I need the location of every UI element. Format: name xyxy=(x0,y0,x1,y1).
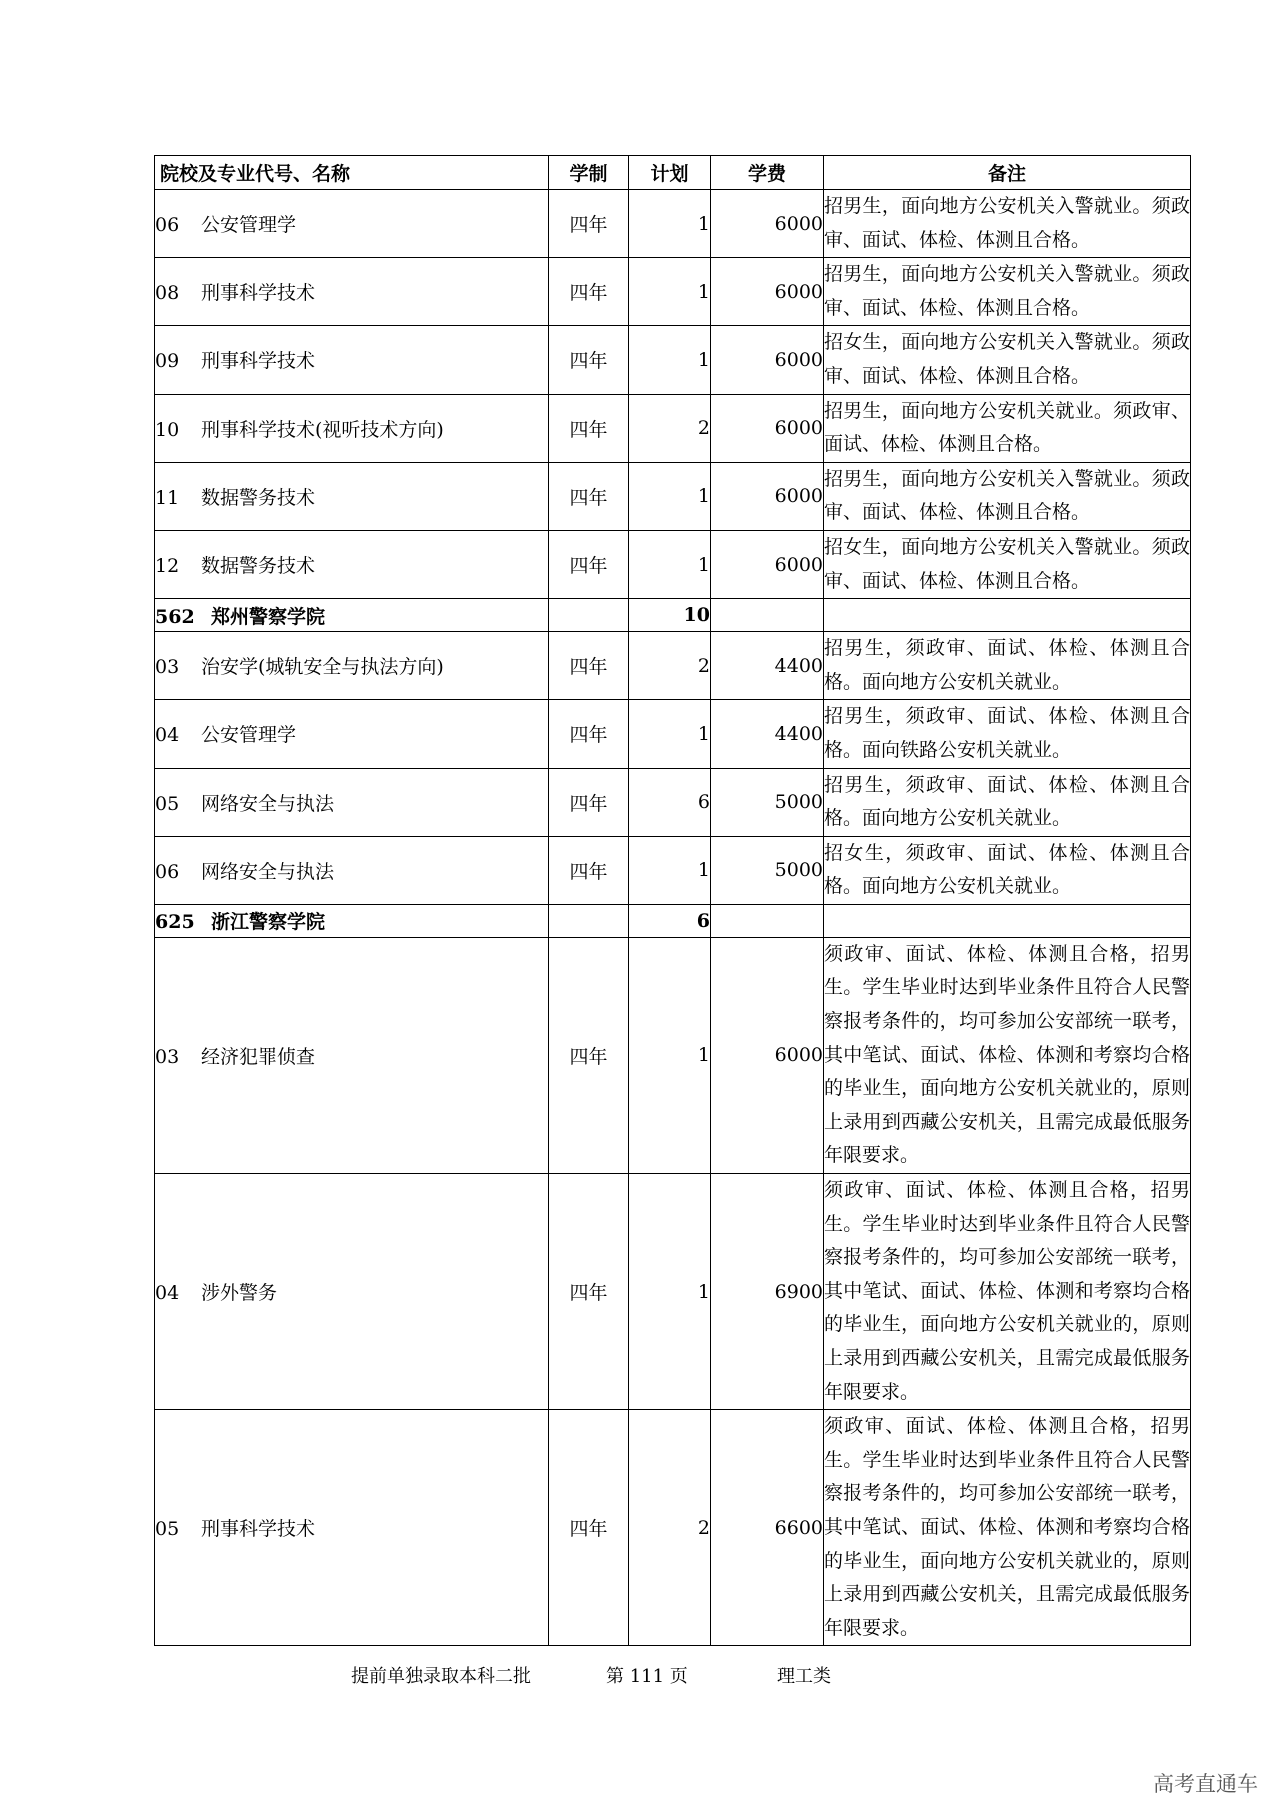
program-name: 公安管理学 xyxy=(201,214,297,237)
program-fee-cell xyxy=(711,1410,824,1646)
program-fee-cell xyxy=(711,530,824,598)
program-name-cell xyxy=(155,632,549,700)
school-fee-cell xyxy=(711,599,824,632)
program-plan: 1 xyxy=(697,1280,710,1303)
program-note-cell xyxy=(824,462,1191,530)
program-name: 数据警务技术 xyxy=(201,486,316,509)
program-duration-cell xyxy=(549,1410,629,1646)
table-row xyxy=(155,326,1191,394)
program-name-cell xyxy=(155,937,549,1173)
school-plan-cell xyxy=(629,599,711,632)
program-name-cell xyxy=(155,462,549,530)
program-duration-cell xyxy=(549,700,629,768)
program-code: 04 xyxy=(155,1282,180,1305)
program-code: 06 xyxy=(155,214,180,237)
program-note-cell xyxy=(824,836,1191,904)
program-fee: 4400 xyxy=(774,722,823,745)
program-plan-cell xyxy=(629,190,711,258)
program-fee: 6000 xyxy=(774,417,823,440)
program-note-cell xyxy=(824,632,1191,700)
program-note: 须政审、面试、体检、体测且合格，招男生。学生毕业时达到毕业条件且符合人民警察报考条件的，均可参加公安部统一联考，其中笔试、面试、体检、体测和考察均合格的毕业生，面向地方公安机关就业的，原则上录用到西藏公安机关，且需完成最低服务年限要求。 xyxy=(824,942,1190,1167)
school-duration-cell xyxy=(549,599,629,632)
program-plan: 1 xyxy=(697,722,710,745)
school-fee-cell xyxy=(711,904,824,937)
program-name: 治安学(城轨安全与执法方向) xyxy=(201,656,444,679)
program-fee: 6000 xyxy=(774,1044,823,1067)
program-code: 03 xyxy=(155,656,180,679)
program-duration: 四年 xyxy=(569,1045,608,1068)
watermark: 高考直通车 xyxy=(1153,1772,1258,1796)
footer-page-number: 第 111 页 xyxy=(606,1666,688,1687)
program-plan-cell xyxy=(629,258,711,326)
program-fee: 6000 xyxy=(774,553,823,576)
program-code: 04 xyxy=(155,724,180,747)
program-fee: 5000 xyxy=(774,791,823,814)
program-plan-cell xyxy=(629,836,711,904)
program-fee-cell xyxy=(711,258,824,326)
program-name-cell xyxy=(155,326,549,394)
header-fee: 学费 xyxy=(711,156,824,190)
program-duration-cell xyxy=(549,632,629,700)
table-row xyxy=(155,1174,1191,1410)
program-duration: 四年 xyxy=(569,792,608,815)
program-plan-cell xyxy=(629,1174,711,1410)
program-code: 08 xyxy=(155,282,180,305)
program-plan: 1 xyxy=(697,553,710,576)
program-code: 09 xyxy=(155,350,180,373)
footer-batch: 提前单独录取本科二批 xyxy=(351,1666,531,1687)
school-name: 浙江警察学院 xyxy=(211,911,326,934)
program-note-cell xyxy=(824,937,1191,1173)
program-note-cell xyxy=(824,700,1191,768)
program-note-cell xyxy=(824,1174,1191,1410)
program-fee-cell xyxy=(711,632,824,700)
school-row xyxy=(155,599,1191,632)
program-name-cell xyxy=(155,1410,549,1646)
program-plan-cell xyxy=(629,394,711,462)
program-note: 招女生，面向地方公安机关入警就业。须政审、面试、体检、体测且合格。 xyxy=(824,535,1190,592)
program-fee: 6900 xyxy=(774,1280,823,1303)
program-plan: 1 xyxy=(697,348,710,371)
school-duration-cell xyxy=(549,904,629,937)
footer-category: 理工类 xyxy=(777,1666,831,1687)
program-duration-cell xyxy=(549,462,629,530)
table-row xyxy=(155,394,1191,462)
program-duration-cell xyxy=(549,768,629,836)
school-note-cell xyxy=(824,599,1191,632)
admission-plan-table xyxy=(154,155,1191,1646)
table-row xyxy=(155,1410,1191,1646)
table-row xyxy=(155,937,1191,1173)
program-plan-cell xyxy=(629,326,711,394)
table-row xyxy=(155,258,1191,326)
program-plan: 1 xyxy=(697,212,710,235)
header-duration: 学制 xyxy=(549,156,629,190)
program-code: 06 xyxy=(155,860,180,883)
program-name-cell xyxy=(155,258,549,326)
program-plan: 1 xyxy=(697,485,710,508)
program-duration: 四年 xyxy=(569,1518,608,1541)
program-name: 刑事科学技术 xyxy=(201,282,316,305)
program-duration: 四年 xyxy=(569,282,608,305)
program-duration: 四年 xyxy=(569,350,608,373)
program-plan-cell xyxy=(629,768,711,836)
program-note: 招男生，面向地方公安机关入警就业。须政审、面试、体检、体测且合格。 xyxy=(824,195,1190,251)
program-plan-cell xyxy=(629,700,711,768)
program-fee-cell xyxy=(711,937,824,1173)
table-row xyxy=(155,462,1191,530)
program-note: 招男生，须政审、面试、体检、体测且合格。面向地方公安机关就业。 xyxy=(824,637,1190,693)
program-name: 网络安全与执法 xyxy=(201,860,335,883)
program-duration: 四年 xyxy=(569,724,608,747)
program-name-cell xyxy=(155,1174,549,1410)
program-note: 须政审、面试、体检、体测且合格，招男生。学生毕业时达到毕业条件且符合人民警察报考条件的，均可参加公安部统一联考，其中笔试、面试、体检、体测和考察均合格的毕业生，面向地方公安机关就业的，原则上录用到西藏公安机关，且需完成最低服务年限要求。 xyxy=(824,1179,1190,1403)
program-code: 05 xyxy=(155,792,180,815)
program-fee-cell xyxy=(711,836,824,904)
program-fee: 6000 xyxy=(774,485,823,508)
program-name: 涉外警务 xyxy=(201,1282,278,1305)
program-note-cell xyxy=(824,326,1191,394)
program-note: 须政审、面试、体检、体测且合格，招男生。学生毕业时达到毕业条件且符合人民警察报考条件的，均可参加公安部统一联考，其中笔试、面试、体检、体测和考察均合格的毕业生，面向地方公安机关就业的，原则上录用到西藏公安机关，且需完成最低服务年限要求。 xyxy=(824,1415,1190,1639)
program-note-cell xyxy=(824,768,1191,836)
program-plan-cell xyxy=(629,937,711,1173)
program-plan: 1 xyxy=(697,1044,710,1067)
table-row xyxy=(155,530,1191,598)
program-name-cell xyxy=(155,190,549,258)
program-note: 招男生，面向地方公安机关就业。须政审、面试、体检、体测且合格。 xyxy=(824,399,1190,456)
program-plan: 2 xyxy=(697,417,710,440)
program-duration-cell xyxy=(549,937,629,1173)
program-fee-cell xyxy=(711,1174,824,1410)
program-fee-cell xyxy=(711,326,824,394)
program-fee-cell xyxy=(711,700,824,768)
program-plan-cell xyxy=(629,530,711,598)
program-name-cell xyxy=(155,530,549,598)
program-plan: 1 xyxy=(697,859,710,882)
program-fee-cell xyxy=(711,768,824,836)
program-code: 12 xyxy=(155,555,180,578)
program-duration-cell xyxy=(549,530,629,598)
school-row xyxy=(155,904,1191,937)
program-note-cell xyxy=(824,258,1191,326)
program-code: 10 xyxy=(155,418,180,441)
school-plan-cell xyxy=(629,904,711,937)
program-duration: 四年 xyxy=(569,418,608,441)
program-note: 招女生，面向地方公安机关入警就业。须政审、面试、体检、体测且合格。 xyxy=(824,331,1190,387)
school-name-cell xyxy=(155,904,549,937)
program-note: 招女生，须政审、面试、体检、体测且合格。面向地方公安机关就业。 xyxy=(824,841,1190,898)
program-duration-cell xyxy=(549,1174,629,1410)
school-name-cell xyxy=(155,599,549,632)
table-header-row xyxy=(155,156,1191,190)
program-fee: 4400 xyxy=(774,654,823,677)
program-duration-cell xyxy=(549,190,629,258)
table-row xyxy=(155,632,1191,700)
program-duration: 四年 xyxy=(569,214,608,237)
program-duration: 四年 xyxy=(569,555,608,578)
program-duration: 四年 xyxy=(569,1282,608,1305)
program-name: 刑事科学技术 xyxy=(201,1518,316,1541)
program-note: 招男生，须政审、面试、体检、体测且合格。面向地方公安机关就业。 xyxy=(824,773,1190,830)
program-name: 数据警务技术 xyxy=(201,555,316,578)
program-plan-cell xyxy=(629,462,711,530)
school-code: 562 xyxy=(155,605,195,628)
program-fee-cell xyxy=(711,462,824,530)
program-name-cell xyxy=(155,836,549,904)
table-row xyxy=(155,190,1191,258)
school-note-cell xyxy=(824,904,1191,937)
program-duration-cell xyxy=(549,836,629,904)
program-fee-cell xyxy=(711,190,824,258)
program-name: 刑事科学技术(视听技术方向) xyxy=(201,418,444,441)
program-plan: 6 xyxy=(697,791,710,814)
program-name: 经济犯罪侦查 xyxy=(201,1045,316,1068)
header-note: 备注 xyxy=(824,156,1191,190)
program-duration: 四年 xyxy=(569,860,608,883)
program-fee: 6000 xyxy=(774,212,823,235)
program-plan-cell xyxy=(629,1410,711,1646)
program-code: 03 xyxy=(155,1045,180,1068)
program-name: 网络安全与执法 xyxy=(201,792,335,815)
program-plan: 2 xyxy=(697,1516,710,1539)
program-fee: 6600 xyxy=(774,1516,823,1539)
program-name: 刑事科学技术 xyxy=(201,350,316,373)
program-plan-cell xyxy=(629,632,711,700)
program-fee: 6000 xyxy=(774,280,823,303)
header-plan: 计划 xyxy=(629,156,711,190)
program-duration-cell xyxy=(549,258,629,326)
program-note-cell xyxy=(824,394,1191,462)
table-row xyxy=(155,768,1191,836)
program-code: 11 xyxy=(155,486,180,509)
program-duration: 四年 xyxy=(569,486,608,509)
program-duration-cell xyxy=(549,394,629,462)
program-duration-cell xyxy=(549,326,629,394)
program-fee: 6000 xyxy=(774,348,823,371)
table-row xyxy=(155,700,1191,768)
program-duration: 四年 xyxy=(569,656,608,679)
school-plan: 6 xyxy=(696,909,710,932)
program-note: 招男生，须政审、面试、体检、体测且合格。面向铁路公安机关就业。 xyxy=(824,705,1190,761)
program-note-cell xyxy=(824,530,1191,598)
header-name: 院校及专业代号、名称 xyxy=(155,156,549,190)
program-name-cell xyxy=(155,768,549,836)
program-fee: 5000 xyxy=(774,859,823,882)
program-note-cell xyxy=(824,1410,1191,1646)
program-note: 招男生，面向地方公安机关入警就业。须政审、面试、体检、体测且合格。 xyxy=(824,263,1190,319)
program-plan: 2 xyxy=(697,654,710,677)
program-plan: 1 xyxy=(697,280,710,303)
program-note-cell xyxy=(824,190,1191,258)
program-note: 招男生，面向地方公安机关入警就业。须政审、面试、体检、体测且合格。 xyxy=(824,467,1190,524)
program-name: 公安管理学 xyxy=(201,724,297,747)
school-plan: 10 xyxy=(683,604,710,627)
program-name-cell xyxy=(155,700,549,768)
school-name: 郑州警察学院 xyxy=(211,605,326,628)
table-row xyxy=(155,836,1191,904)
program-fee-cell xyxy=(711,394,824,462)
program-name-cell xyxy=(155,394,549,462)
school-code: 625 xyxy=(155,911,195,934)
program-code: 05 xyxy=(155,1518,180,1541)
